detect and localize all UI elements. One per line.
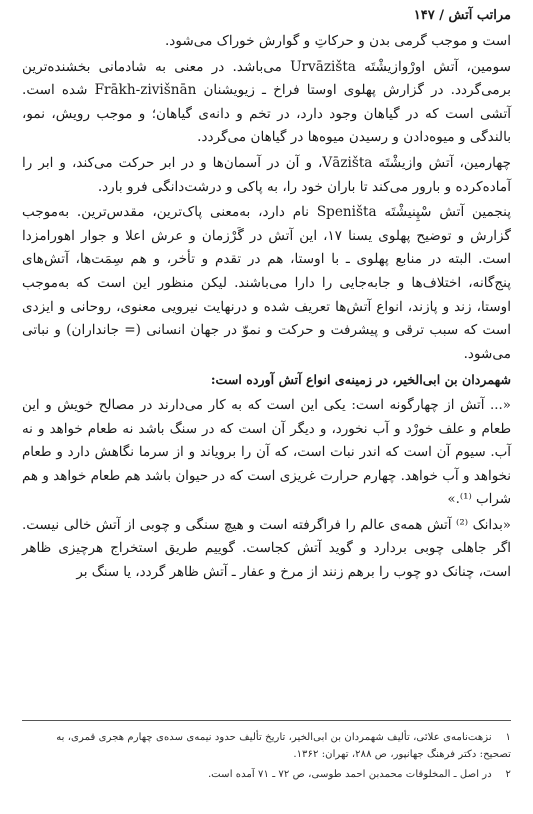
- running-header: [20, 4, 511, 26]
- footnote-text: نزهت‌نامه‌ی علائی، تألیف شهمردان بن ابی‌الخیر، تاریخ تألیف حدود نیمه‌ی سده‌ی چهارم هجری قمری، به تصحیح: دکتر فرهنگ جهانپور، ص ۲۸۸، تهران: ۱۳۶۲.: [56, 732, 511, 760]
- paragraph-continuation: است و موجب گرمی بدن و حرکاتِ و گوارش خوراک می‌شود.: [164, 33, 511, 49]
- running-title: مراتب آتش / ۱۴۷: [413, 7, 511, 23]
- footnote-1: [22, 729, 511, 763]
- source-intro: شهمردان بن ابی‌الخیر، در زمینه‌ی انواع آتش آورده است:: [210, 372, 511, 388]
- paragraph-fourth-fire: چهارمین، آتش وازیشْتَه Vāzišta، و آن در آسمان‌ها و در ابر حرکت می‌کند، و ابر را آماده‌کرده و بارور می‌کند تا باران خود را، به پاکی و درشت‌دانگی فرو بارد.: [22, 154, 511, 195]
- quote-four-kinds: «... آتش از چهارگونه است: یکی این است که به کار می‌دارند در مصالح خویش و این طعام و علف خورْد و آب نخورد، و دیگر آن است که در سنگ باشد نه طعام خواهد و نه آب. سیوم آن است که اندر نبات است، که آن را برویاند و از سرما نگاهش دارد و طعام نخواهد و آب خواهد. چهارم حرارت غریزی است که در حیوان باشد هم طعام خواهد و هم شراب ⁽¹⁾.»: [22, 397, 511, 508]
- footnote-text: در اصل ـ المخلوقات محمدبن احمد طوسی، ص ۷۲ ـ ۷۱ آمده است.: [207, 769, 492, 780]
- footnote-number: ۲: [505, 769, 511, 780]
- page-body: [22, 30, 511, 587]
- footnote-number: ۱: [505, 732, 511, 743]
- paragraph-third-fire: سومین، آتش اورْوازیشْتَه Urvāzišta می‌باشد. در معنی به شادمانی بخشنده‌ترین برمی‌گردد. در گزارش پهلوی اوستا فراخ ـ زیویشنان Frākh-zivišnān شده است. آتشی است که در گیاهان وجود دارد، در تخم و دانه‌ی گیاهان؛ و موجب رویش، نمو، بالندگی و میوه‌دادن و رسیدن میوه‌ها در گیاهان می‌گردد.: [22, 58, 512, 146]
- footnotes: [22, 720, 511, 786]
- quote-fire-everywhere: «بدانک ⁽²⁾ آتش همه‌ی عالم را فراگرفته است و هیچ سنگی و چوبی از آتش خالی نیست. اگر جاهلی چوبی بردارد و گوید آتش کجاست. گوییم طریق استخراج هرچیزی ظاهر است، چنانک دو چوب را برهم زنند از مرخ و عفار ـ آتش ظاهر گردد، یا سنگ بر: [22, 517, 511, 581]
- footnote-2: [22, 766, 511, 783]
- paragraph-fifth-fire: پنجمین آتش سْپِنیشْتَه Speništa نام دارد، به‌معنی پاک‌ترین، مقدس‌ترین. به‌موجب گزارش و توضیح پهلوی یسنا ۱۷، این آتش در گَرْزمان و عرش اعلا و جوار اهورامزدا است. البته در منابع پهلوی ـ با اوستا، هم در تقدم و تأخر، و هم سِمَت‌ها، آتش‌های پنج‌گانه، اختلاف‌ها و جابه‌جایی را دارا می‌باشند. لیکن منظور این است که به‌موجب اوستا، زند و پازند، انواع آتش‌ها تعریف شده و درنهایت نیرویی معنوی، روحانی و ایزدی است که سبب ترقی و پیشرفت و حرکت و نموّ در جهان انسانی (= جانداران) و نباتی می‌شود.: [22, 204, 512, 362]
